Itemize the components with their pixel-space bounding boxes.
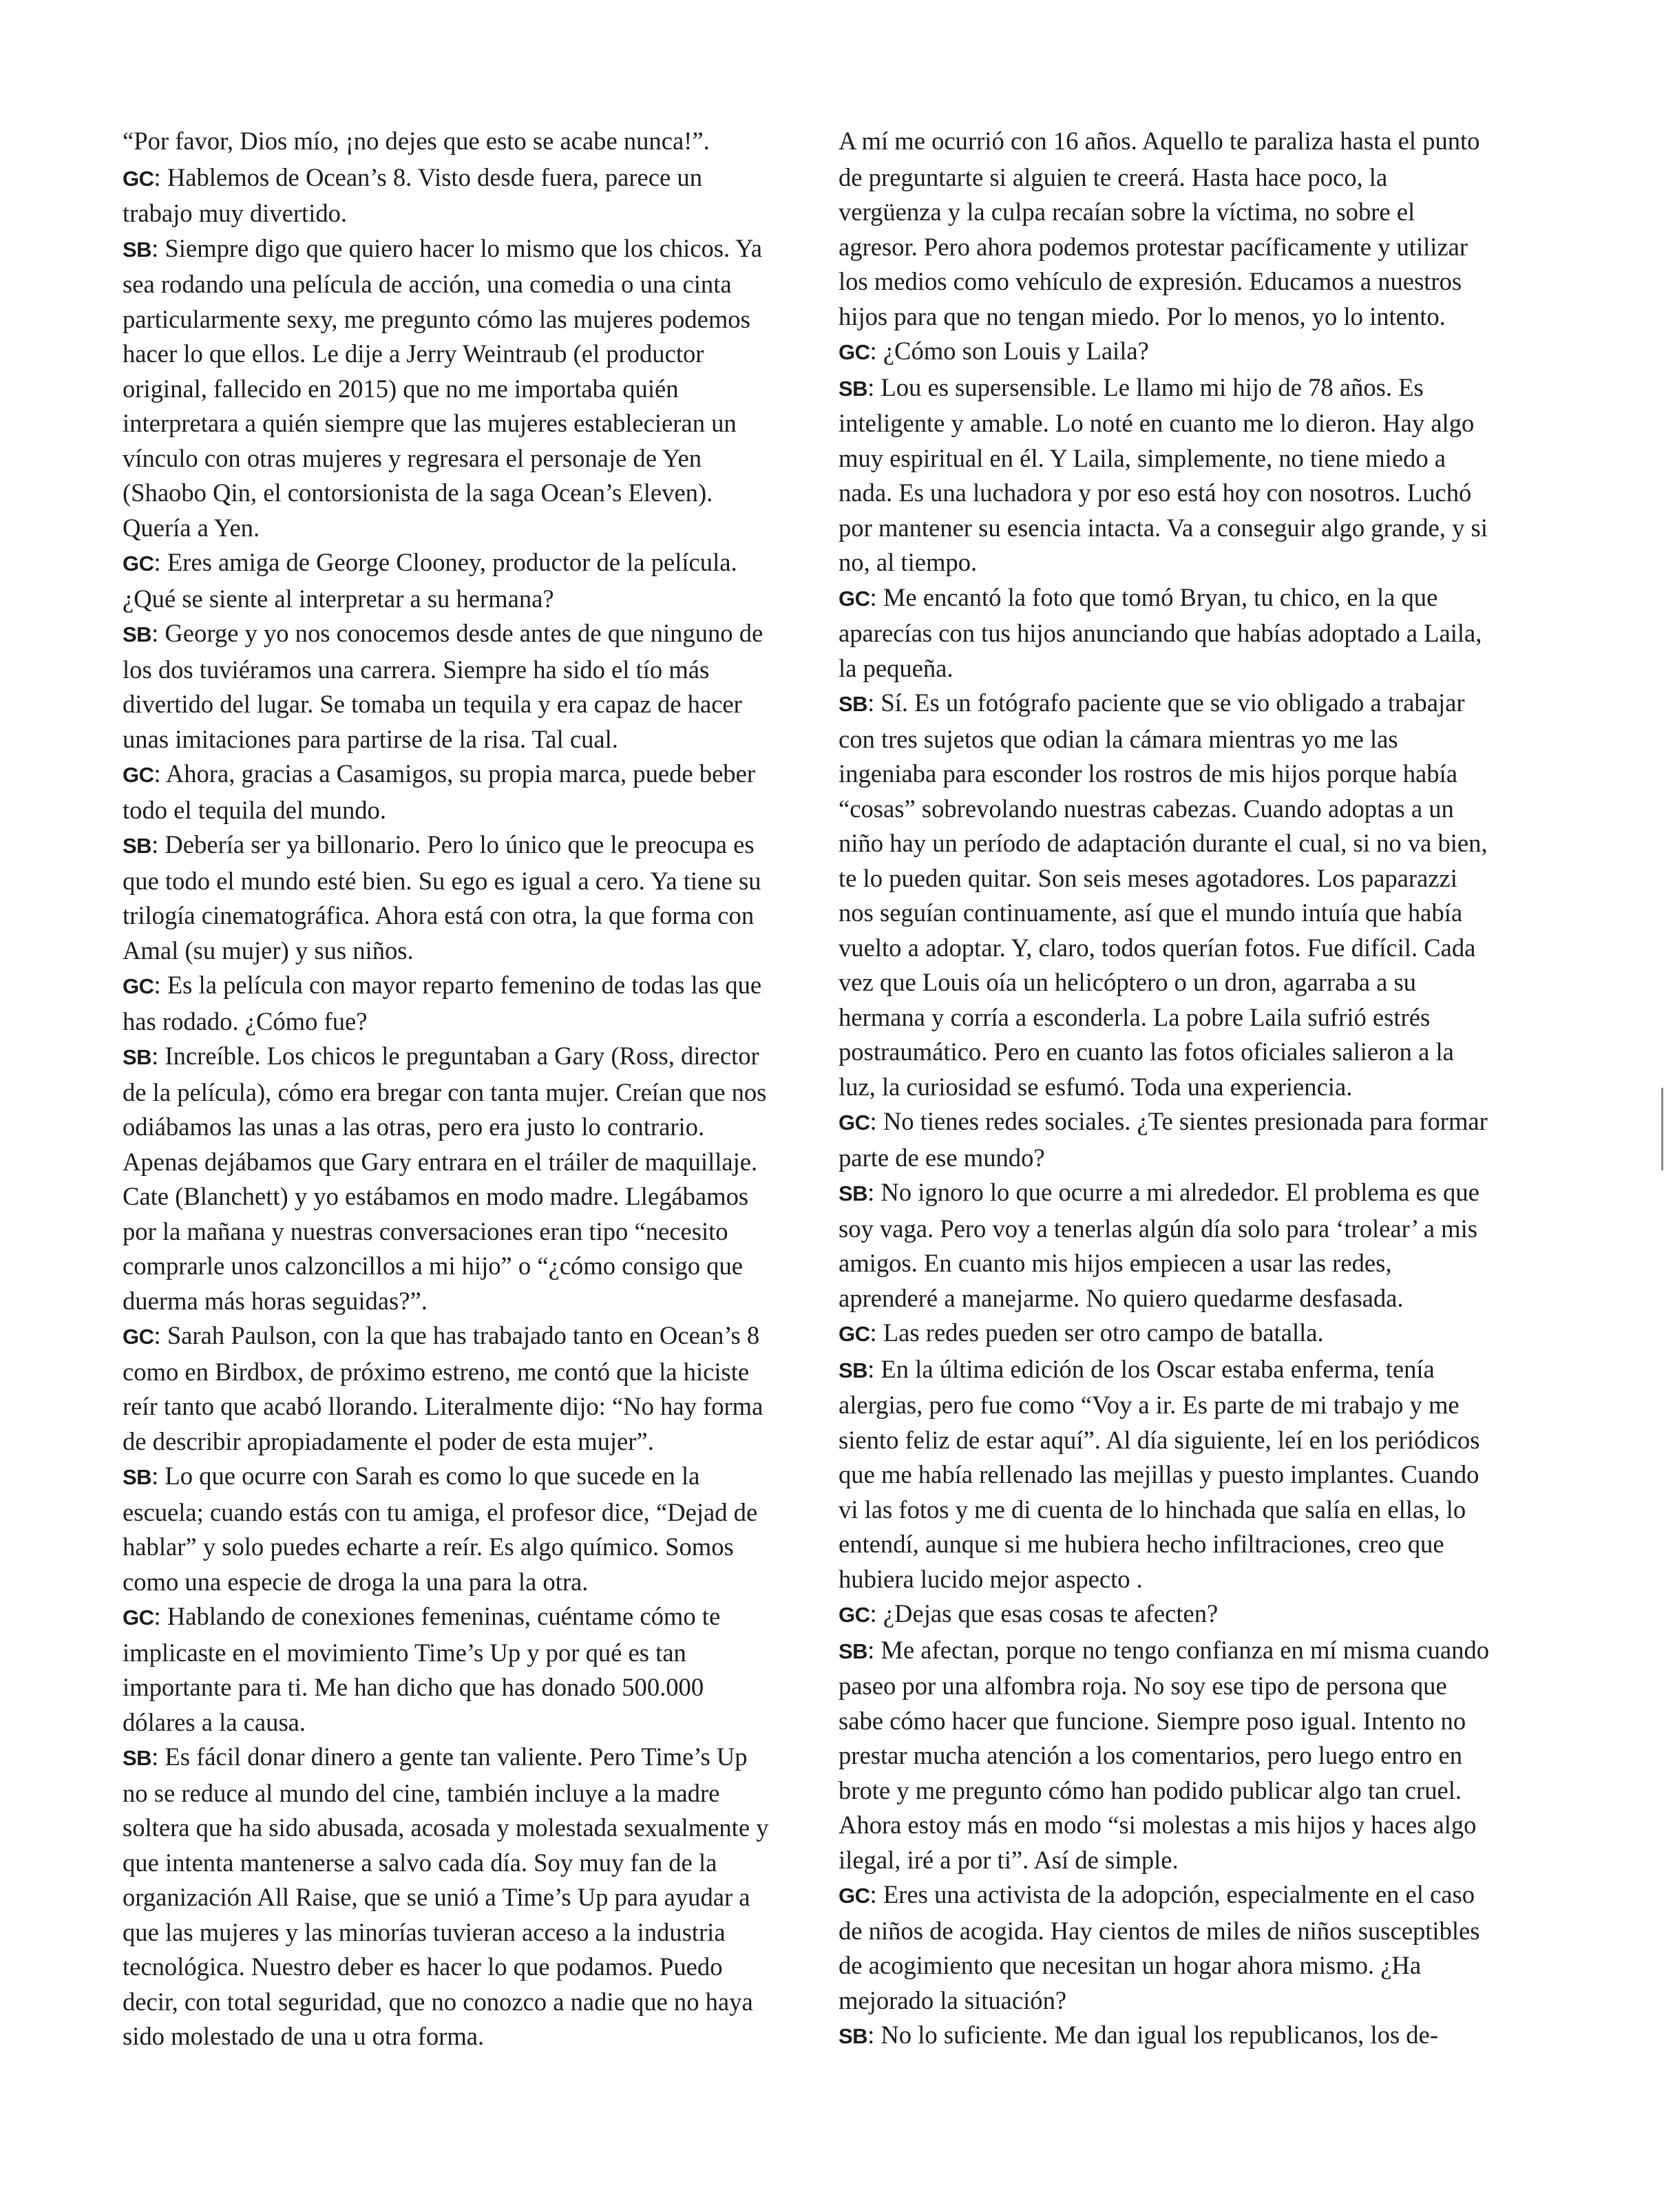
separator: : bbox=[151, 1742, 165, 1771]
paragraph bbox=[123, 545, 777, 616]
separator: : bbox=[867, 1354, 881, 1383]
paragraph bbox=[839, 580, 1493, 686]
paragraph bbox=[123, 828, 777, 968]
speaker-label: SB bbox=[123, 237, 152, 262]
paragraph-text: Sarah Paulson, con la que has trabajado tanto en Ocean’s 8 como en Birdbox, de próximo estreno, me contó que la hiciste reír tanto que acabó llorando. Literalmente dijo: “No hay forma de describir apropiadamente el poder de esta mujer”. bbox=[123, 1321, 763, 1455]
separator: : bbox=[154, 162, 167, 191]
paragraph-text: No tienes redes sociales. ¿Te sientes presionada para formar parte de ese mundo? bbox=[839, 1107, 1488, 1172]
paragraph bbox=[839, 2018, 1493, 2054]
paragraph-text: Lou es supersensible. Le llamo mi hijo de 78 años. Es inteligente y amable. Lo noté en cuanto me lo dieron. Hay algo muy espiritual en él. Y Laila, simplemente, no tiene miedo a nada. Es una luchadora y por eso está hoy con nosotros. Luchó por mantener su esencia intacta. Va a conseguir algo grande, y si no, al tiempo. bbox=[839, 372, 1488, 576]
paragraph-text: Eres una activista de la adopción, especialmente en el caso de niños de acogida. Hay cientos de miles de niños susceptibles de acogimiento que necesitan un hogar ahora mismo. ¿Ha mejorado la situación? bbox=[839, 1880, 1480, 2014]
speaker-label: GC bbox=[123, 974, 154, 998]
article-column-left bbox=[123, 124, 777, 2054]
paragraph bbox=[839, 334, 1493, 370]
paragraph-text: Hablemos de Ocean’s 8. Visto desde fuera, parece un trabajo muy divertido. bbox=[123, 162, 702, 227]
separator: : bbox=[151, 619, 165, 647]
separator: : bbox=[151, 830, 165, 859]
paragraph bbox=[839, 1597, 1493, 1633]
speaker-label: GC bbox=[839, 1322, 870, 1346]
speaker-label: SB bbox=[123, 834, 152, 858]
speaker-label: SB bbox=[839, 1358, 868, 1382]
speaker-label: SB bbox=[123, 1746, 152, 1770]
paragraph-text: Hablando de conexiones femeninas, cuéntame cómo te implicaste en el movimiento Time’s Up y por qué es tan importante para ti. Me han dicho que has donado 500.000 dólares a la causa. bbox=[123, 1602, 721, 1736]
separator: : bbox=[867, 372, 881, 401]
separator: : bbox=[870, 1318, 883, 1347]
paragraph-text: Debería ser ya billonario. Pero lo único que le preocupa es que todo el mundo esté bien. Su ego es igual a cero. Ya tiene su trilogía cinematográfica. Ahora está con otra, la que forma con Amal (su mujer) y sus niños. bbox=[123, 830, 761, 965]
paragraph-text: Sí. Es un fotógrafo paciente que se vio obligado a trabajar con tres sujetos que odian la cámara mientras yo me las ingeniaba para esconder los rostros de mis hijos porque había “cosas” sobrevolando nuestras cabezas. Cuando adoptas a un niño hay un período de adaptación durante el cual, si no va bien, te lo pueden quitar. Son seis meses agotadores. Los paparazzi nos seguían continuamente, así que el mundo intuía que había vuelto a adoptar. Y, claro, todos querían fotos. Fue difícil. Cada vez que Louis oía un helicóptero o un dron, agarraba a su hermana y corría a esconderla. La pobre Laila sufrió estrés postraumático. Pero en cuanto las fotos oficiales salieron a la luz, la curiosidad se esfumó. Toda una experiencia. bbox=[839, 688, 1488, 1101]
paragraph-text: A mí me ocurrió con 16 años. Aquello te paraliza hasta el punto de preguntarte si alguien te creerá. Hasta hace poco, la vergüenza y la culpa recaían sobre la víctima, no sobre el agresor. Pero ahora podemos protestar pacíficamente y utilizar los medios como vehículo de expresión. Educamos a nuestros hijos para que no tengan miedo. Por lo menos, yo lo intento. bbox=[839, 127, 1480, 330]
speaker-label: GC bbox=[123, 551, 154, 576]
paragraph-text: ¿Cómo son Louis y Laila? bbox=[883, 337, 1149, 365]
paragraph-text: Las redes pueden ser otro campo de batalla. bbox=[883, 1318, 1324, 1347]
speaker-label: SB bbox=[123, 622, 152, 646]
separator: : bbox=[870, 337, 883, 365]
article-column-right bbox=[839, 124, 1493, 2054]
separator: : bbox=[867, 1178, 881, 1206]
speaker-label: SB bbox=[123, 1465, 152, 1489]
paragraph bbox=[123, 231, 777, 546]
speaker-label: GC bbox=[123, 1325, 154, 1349]
paragraph bbox=[839, 1877, 1493, 2018]
paragraph-text: No ignoro lo que ocurre a mi alrededor. El problema es que soy vaga. Pero voy a tenerlas algún día solo para ‘trolear’ a mis amigos. En cuanto mis hijos empiecen a usar las redes, aprenderé a manejarme. No quiero quedarme desfasada. bbox=[839, 1178, 1479, 1312]
paragraph bbox=[123, 1740, 777, 2054]
paragraph bbox=[839, 1316, 1493, 1352]
paragraph-text: George y yo nos conocemos desde antes de que ninguno de los dos tuviéramos una carrera. Siempre ha sido el tío más divertido del lugar. Se tomaba un tequila y era capaz de hacer unas imitaciones para partirse de la risa. Tal cual. bbox=[123, 619, 763, 753]
speaker-label: GC bbox=[123, 763, 154, 787]
paragraph bbox=[123, 124, 777, 160]
separator: : bbox=[867, 2021, 881, 2049]
paragraph-text: En la última edición de los Oscar estaba enferma, tenía alergias, pero fue como “Voy a ir. Es parte de mi trabajo y me siento feliz de estar aquí”. Al día siguiente, leí en los periódicos que me había rellenado las mejillas y puesto implantes. Cuando vi las fotos y me di cuenta de lo hinchada que salía en ellas, lo entendí, aunque si me hubiera hecho infiltraciones, creo que hubiera lucido mejor aspecto . bbox=[839, 1354, 1480, 1593]
paragraph-text: “Por favor, Dios mío, ¡no dejes que esto se acabe nunca!”. bbox=[123, 127, 710, 155]
page-edge-mark bbox=[1661, 1088, 1663, 1170]
separator: : bbox=[870, 582, 883, 611]
paragraph bbox=[839, 370, 1493, 580]
speaker-label: SB bbox=[839, 2024, 868, 2048]
separator: : bbox=[870, 1107, 883, 1135]
speaker-label: GC bbox=[839, 1110, 870, 1135]
speaker-label: GC bbox=[839, 1603, 870, 1627]
separator: : bbox=[154, 971, 167, 999]
paragraph bbox=[839, 124, 1493, 334]
paragraph bbox=[123, 968, 777, 1039]
paragraph bbox=[123, 1039, 777, 1318]
paragraph bbox=[839, 686, 1493, 1104]
paragraph-text: Es la película con mayor reparto femenino de todas las que has rodado. ¿Cómo fue? bbox=[123, 971, 762, 1035]
paragraph bbox=[839, 1104, 1493, 1175]
paragraph bbox=[123, 1318, 777, 1459]
speaker-label: GC bbox=[839, 586, 870, 611]
speaker-label: SB bbox=[839, 692, 868, 716]
separator: : bbox=[151, 1042, 165, 1070]
speaker-label: SB bbox=[839, 376, 868, 401]
speaker-label: SB bbox=[839, 1181, 868, 1205]
speaker-label: GC bbox=[123, 1605, 154, 1630]
paragraph-text: Lo que ocurre con Sarah es como lo que sucede en la escuela; cuando estás con tu amiga, el profesor dice, “Dejad de hablar” y solo puedes echarte a reír. Es algo químico. Somos como una especie de droga la una para la otra. bbox=[123, 1462, 758, 1596]
paragraph-text: Es fácil donar dinero a gente tan valiente. Pero Time’s Up no se reduce al mundo del cine, también incluye a la madre soltera que ha sido abusada, acosada y molestada sexualmente y que intenta mantenerse a salvo cada día. Soy muy fan de la organización All Raise, que se unió a Time’s Up para ayudar a que las mujeres y las minorías tuvieran acceso a la industria tecnológica. Nuestro deber es hacer lo que podamos. Puedo decir, con total seguridad, que no conozco a nadie que no haya sido molestado de una u otra forma. bbox=[123, 1742, 769, 2050]
speaker-label: GC bbox=[839, 1884, 870, 1908]
separator: : bbox=[867, 688, 881, 717]
paragraph-text: Eres amiga de George Clooney, productor de la película. ¿Qué se siente al interpretar a su hermana? bbox=[123, 548, 737, 613]
paragraph-text: Siempre digo que quiero hacer lo mismo que los chicos. Ya sea rodando una película de acción, una comedia o una cinta particularmente sexy, me pregunto cómo las mujeres podemos hacer lo que ellos. Le dije a Jerry Weintraub (el productor original, fallecido en 2015) que no me importaba quién interpretara a quién siempre que las mujeres establecieran un vínculo con otras mujeres y regresara el personaje de Yen (Shaobo Qin, el contorsionista de la saga Ocean’s Eleven). Quería a Yen. bbox=[123, 233, 762, 542]
paragraph-text: Increíble. Los chicos le preguntaban a Gary (Ross, director de la película), cómo era bregar con tanta mujer. Creían que nos odiábamos las unas a las otras, pero era justo lo contrario. Apenas dejábamos que Gary entrara en el tráiler de maquillaje. Cate (Blanchett) y yo estábamos en modo madre. Llegábamos por la mañana y nuestras conversaciones eran tipo “necesito comprarle unos calzoncillos a mi hijo” o “¿cómo consigo que duerma más horas seguidas?”. bbox=[123, 1042, 767, 1315]
paragraph-text: Me encantó la foto que tomó Bryan, tu chico, en la que aparecías con tus hijos anunciando que habías adoptado a Laila, la pequeña. bbox=[839, 582, 1482, 682]
separator: : bbox=[151, 233, 165, 262]
paragraph bbox=[123, 160, 777, 231]
paragraph-text: Me afectan, porque no tengo confianza en mí misma cuando paseo por una alfombra roja. No soy ese tipo de persona que sabe cómo hacer que funcione. Siempre poso igual. Intento no prestar mucha atención a los comentarios, pero luego entro en brote y me pregunto cómo han podido publicar algo tan cruel. Ahora estoy más en modo “si molestas a mis hijos y haces algo ilegal, iré a por ti”. Así de simple. bbox=[839, 1635, 1490, 1874]
speaker-label: GC bbox=[839, 340, 870, 364]
speaker-label: GC bbox=[123, 166, 154, 191]
paragraph bbox=[123, 757, 777, 828]
separator: : bbox=[870, 1599, 883, 1628]
paragraph bbox=[123, 616, 777, 757]
paragraph bbox=[123, 1599, 777, 1740]
separator: : bbox=[870, 1880, 883, 1908]
separator: : bbox=[154, 1602, 167, 1630]
paragraph-text: No lo suficiente. Me dan igual los republicanos, los de- bbox=[881, 2021, 1439, 2049]
separator: : bbox=[151, 1462, 165, 1490]
speaker-label: SB bbox=[123, 1045, 152, 1069]
paragraph bbox=[123, 1459, 777, 1599]
separator: : bbox=[154, 1321, 167, 1349]
paragraph-text: ¿Dejas que esas cosas te afecten? bbox=[883, 1599, 1219, 1628]
separator: : bbox=[154, 548, 167, 576]
paragraph bbox=[839, 1633, 1493, 1878]
paragraph-text: Ahora, gracias a Casamigos, su propia marca, puede beber todo el tequila del mundo. bbox=[123, 759, 756, 824]
separator: : bbox=[154, 759, 166, 788]
paragraph bbox=[839, 1175, 1493, 1316]
separator: : bbox=[867, 1635, 881, 1664]
paragraph bbox=[839, 1352, 1493, 1597]
speaker-label: SB bbox=[839, 1639, 868, 1663]
